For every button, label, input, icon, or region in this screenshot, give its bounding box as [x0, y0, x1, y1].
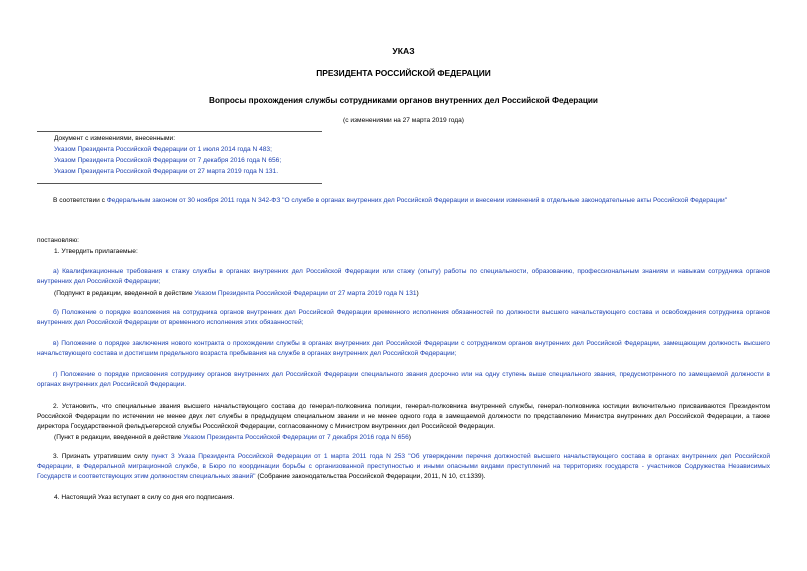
federal-law-link[interactable]: Федеральным законом от 30 ноября 2011 года N 342-ФЗ "О службе в органах внутренних дел Российской Федерации и внесении изменений в отдельные законодательные акты Российской Федерации": [106, 197, 728, 204]
paragraph-1: 1. Утвердить прилагаемые:: [54, 248, 138, 255]
changes-top-divider: [37, 131, 322, 132]
note-suffix: ): [416, 290, 419, 297]
subparagraph-g-link[interactable]: г) Положение о порядке присвоения сотруднику органов внутренних дел Российской Федерации специального звания досрочно или на одну ступень выше специального звания, предусмотренного по замещаемой должности в органах внутренних дел Российской Федерации.: [37, 371, 770, 388]
changes-link-2016[interactable]: Указом Президента Российской Федерации от 7 декабря 2016 года N 656;: [54, 157, 282, 164]
decree-word: постановляю:: [37, 237, 80, 244]
note-prefix: (Подпункт в редакции, введенной в действие: [54, 290, 195, 297]
changes-link-2019[interactable]: Указом Президента Российской Федерации от 27 марта 2019 года N 131.: [54, 168, 279, 175]
subparagraph-b: [37, 308, 770, 328]
document-title: Вопросы прохождения службы сотрудниками органов внутренних дел Российской Федерации: [209, 96, 598, 105]
subparagraph-b-link[interactable]: б) Положение о порядке возложения на сотрудника органов внутренних дел Российской Федерации временного исполнения обязанностей по должности высшего начальствующего состава и освобождения сотрудника органов внутренних дел Российской Федерации от временного исполнения этих обязанностей;: [37, 309, 770, 326]
note-prefix: (Пункт в редакции, введенной в действие: [54, 434, 184, 441]
subparagraph-g: [37, 370, 770, 390]
changes-bottom-divider: [37, 183, 322, 184]
paragraph-3: [37, 452, 770, 482]
decree-2019-link[interactable]: Указом Президента Российской Федерации от 27 марта 2019 года N 131: [194, 290, 417, 297]
subparagraph-v-link[interactable]: в) Положение о порядке заключения нового контракта о прохождении службы в органах внутренних дел Российской Федерации с сотрудником органов внутренних дел Российской Федерации, замещающим должность высшего начальствующего состава и достигшим предельного возраста пребывания на службе в органах внутренних дел Российской Федерации;: [37, 340, 770, 357]
subparagraph-v: [37, 339, 770, 359]
subparagraph-a-link[interactable]: а) Квалификационные требования к стажу службы в органах внутренних дел Российской Федерации или стажу (опыту) работы по специальности, образованию, профессиональным знаниям и навыкам сотрудника органов внутренних дел Российской Федерации;: [37, 268, 770, 285]
paragraph-2: 2. Установить, что специальные звания высшего начальствующего состава до генерал-полковника полиции, генерал-полковника внутренней службы, генерал-полковника юстиции включительно присваиваются Президентом Российской Федерации по истечении не менее двух лет службы в предыдущем специальном звании и не менее одного года в замещаемой должности по представлению Министра внутренних дел Российской Федерации, а также директора Государственной фельдъегерской службы Российской Федерации, согласованному с Министром внутренних дел Российской Федерации.: [37, 403, 770, 430]
changes-link-2014[interactable]: Указом Президента Российской Федерации от 1 июля 2014 года N 483;: [54, 146, 272, 153]
paragraph-3-suffix: (Собрание законодательства Российской Федерации, 2011, N 10, ст.1339).: [255, 473, 486, 480]
issuer-title: ПРЕЗИДЕНТА РОССИЙСКОЙ ФЕДЕРАЦИИ: [316, 68, 491, 78]
preamble-prefix: В соответствии с: [53, 197, 107, 204]
decree-title: УКАЗ: [392, 46, 415, 56]
amendment-date: (с изменениями на 27 марта 2019 года): [343, 117, 464, 124]
changes-intro: Документ с изменениями, внесенными:: [54, 135, 176, 142]
subparagraph-a-note: [54, 290, 419, 297]
decree-253-link[interactable]: пункт 3 Указа Президента Российской Федерации от 1 марта 2011 года N 253 "Об утверждении перечня должностей высшего начальствующего состава в органах внутренних дел Российской Федерации, в Федеральной миграционной службе, в Бюро по координации борьбы с организованной преступностью и иными опасными видами преступлений на территориях государств - участников Содружества Независимых Государств и соответствующих этим должностям специальных званий": [37, 453, 770, 480]
preamble-paragraph: [37, 196, 770, 206]
note-suffix: ): [408, 434, 411, 441]
paragraph-2-note: [54, 434, 411, 441]
paragraph-4: 4. Настоящий Указ вступает в силу со дня его подписания.: [54, 494, 235, 501]
subparagraph-a: [37, 267, 770, 287]
paragraph-3-prefix: 3. Признать утратившим силу: [53, 453, 152, 460]
decree-2016-link[interactable]: Указом Президента Российской Федерации от 7 декабря 2016 года N 656: [183, 434, 409, 441]
